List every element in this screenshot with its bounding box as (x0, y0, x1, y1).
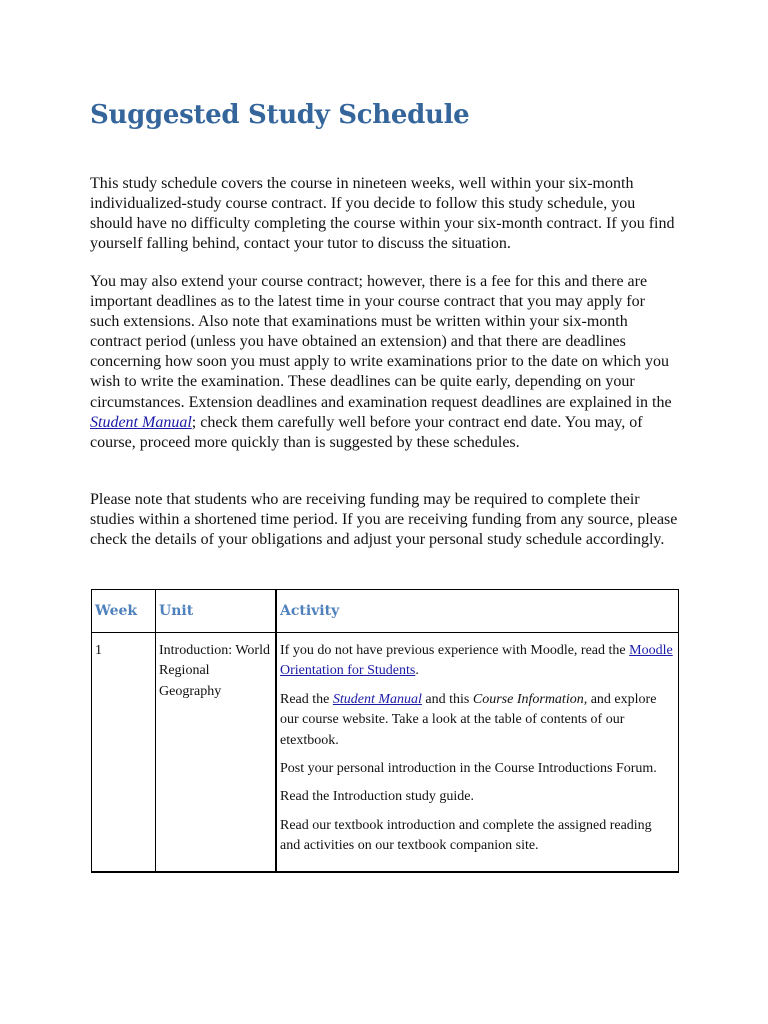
extension-text-before: You may also extend your course contract; however, there is a fee for this and there are important deadlines as to the latest time in your course contract that you may apply for such extensions. Also note that examinations must be written within your six-month contract period (unless you have obtained an extension) and that there are deadlines concerning how soon you must apply to write examinations prior to the date on which you wish to write the examination. These deadlines can be quite early, depending on your circumstances. Extension deadlines and examination request deadlines are explained in the (90, 273, 672, 411)
activity-manual-text: Read the (280, 691, 333, 707)
cell-unit: Introduction: World Regional Geography (156, 633, 277, 873)
student-manual-table-link[interactable]: Student Manual (332, 691, 422, 707)
activity-moodle-text: If you do not have previous experience with Moodle, read the (280, 643, 630, 658)
extension-text-after: ; check them carefully well before your contract end date. You may, of course, proceed more quickly than is suggested by these schedules. (90, 413, 643, 451)
activity-moodle-period: . (415, 663, 419, 679)
intro-paragraph: This study schedule covers the course in nineteen weeks, well within your six-month individualized-study course contract. If you decide to follow this study schedule, you should have no difficulty completing the course within your six-month contract. If you find yourself falling behind, contact your tutor to discuss the situation. (90, 175, 675, 253)
activity-textbook: Read our textbook introduction and complete the assigned reading and activities on our textbook companion site. (280, 817, 652, 854)
cell-activity (276, 633, 679, 873)
course-information-text: Course Information, (472, 691, 588, 707)
activity-manual (280, 690, 675, 751)
cell-week: 1 (92, 633, 156, 873)
table-header-row (92, 590, 679, 633)
student-manual-link[interactable]: Student Manual (90, 413, 192, 431)
study-schedule-table (91, 589, 679, 873)
activity-introduction-forum: Post your personal introduction in the Course Introductions Forum. (280, 761, 657, 777)
moodle-orientation-link[interactable]: Moodle Orientation for Students (280, 643, 673, 679)
activity-study-guide: Read the Introduction study guide. (280, 789, 475, 805)
extension-paragraph (90, 272, 678, 453)
activity-manual-middle: and this (421, 691, 473, 707)
header-unit: Unit (156, 590, 277, 633)
activity-moodle (280, 641, 675, 682)
page-title: Suggested Study Schedule (90, 100, 470, 130)
header-activity: Activity (276, 590, 679, 633)
activity-manual-after: and explore our course website. Take a look at the table of contents of our etextbook. (280, 691, 657, 748)
header-week: Week (92, 590, 156, 633)
table-row (92, 633, 679, 873)
funding-paragraph: Please note that students who are receiving funding may be required to complete their studies within a shortened time period. If you are receiving funding from any source, please check the details of your obligations and adjust your personal study schedule accordingly. (90, 491, 678, 549)
